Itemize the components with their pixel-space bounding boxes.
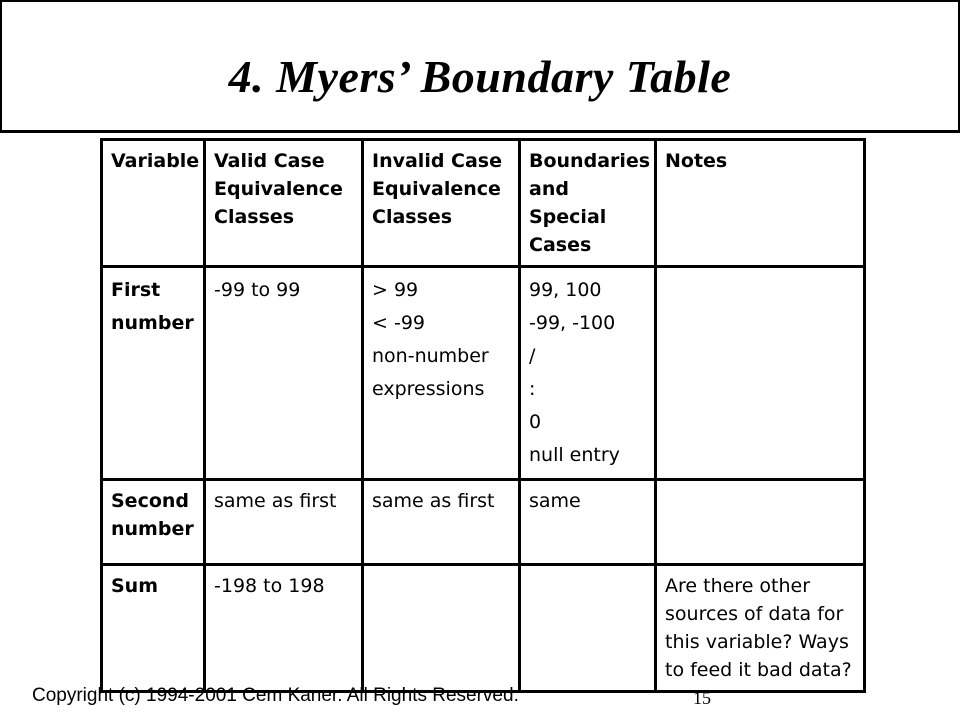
table-row bbox=[102, 267, 865, 480]
page-number: 15 bbox=[693, 688, 711, 708]
cell-invalid-case bbox=[363, 565, 520, 692]
cell-boundaries: 99, 100 -99, -100 / : 0 null entry bbox=[520, 267, 656, 480]
title-bar bbox=[0, 0, 960, 133]
header-boundaries: Boundaries and Special Cases bbox=[520, 140, 656, 267]
table-row bbox=[102, 480, 865, 565]
cell-invalid-case: > 99 < -99 non-number expressions bbox=[363, 267, 520, 480]
table-row bbox=[102, 565, 865, 692]
cell-variable: Sum bbox=[102, 565, 205, 692]
header-notes: Notes bbox=[656, 140, 865, 267]
cell-valid-case: -198 to 198 bbox=[205, 565, 363, 692]
copyright-footer: Copyright (c) 1994-2001 Cem Kaner. All Rights Reserved. bbox=[32, 685, 519, 706]
cell-notes: Are there other sources of data for this variable? Ways to feed it bad data? bbox=[656, 565, 865, 692]
cell-variable: First number bbox=[102, 267, 205, 480]
table-header-row bbox=[102, 140, 865, 267]
cell-boundaries bbox=[520, 565, 656, 692]
slide-title: 4. Myers’ Boundary Table bbox=[228, 51, 732, 102]
cell-boundaries: same bbox=[520, 480, 656, 565]
header-valid-case: Valid Case Equivalence Classes bbox=[205, 140, 363, 267]
header-variable: Variable bbox=[102, 140, 205, 267]
cell-valid-case: same as first bbox=[205, 480, 363, 565]
cell-notes bbox=[656, 480, 865, 565]
header-invalid-case: Invalid Case Equivalence Classes bbox=[363, 140, 520, 267]
cell-invalid-case: same as first bbox=[363, 480, 520, 565]
cell-notes bbox=[656, 267, 865, 480]
boundary-table bbox=[100, 138, 866, 693]
cell-valid-case: -99 to 99 bbox=[205, 267, 363, 480]
cell-variable: Second number bbox=[102, 480, 205, 565]
